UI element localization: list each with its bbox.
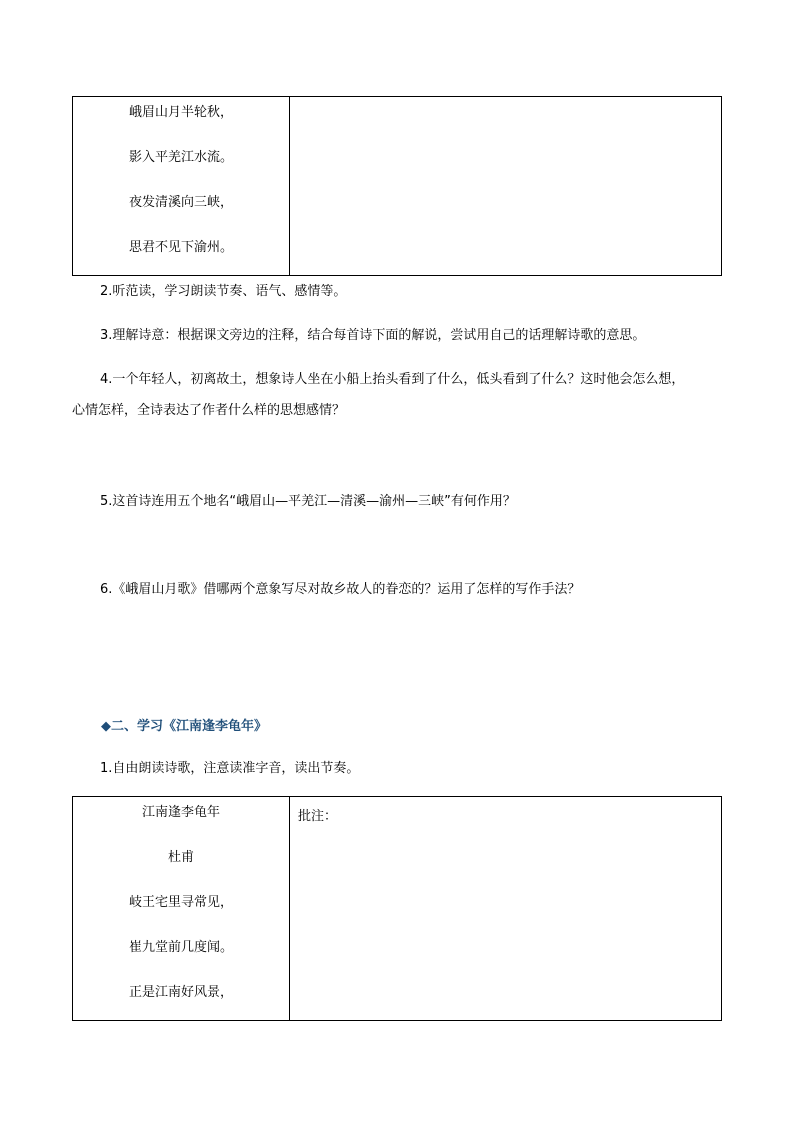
question-4-line-1: 4.一个年轻人，初离故土，想象诗人坐在小船上抬头看到了什么，低头看到了什么？这时他会怎么想， [100, 372, 685, 387]
poem-line: 崔九堂前几度闻。 [128, 940, 233, 955]
question-5: 5.这首诗连用五个地名“峨眉山—平羌江—清溪—渝州—三峡”有何作用？ [100, 494, 516, 509]
poem-line: 正是江南好风景， [128, 985, 233, 1000]
annotation-label: 批注： [298, 809, 338, 824]
poem-line: 思君不见下渝州。 [128, 240, 233, 255]
question-6: 6.《峨眉山月歌》借哪两个意象写尽对故乡故人的眷恋的？运用了怎样的写作手法？ [100, 582, 581, 597]
poem-line: 影入平羌江水流。 [128, 150, 233, 165]
question-2: 2.听范读，学习朗读节奏、语气、感情等。 [100, 284, 347, 299]
poem-text-cell [73, 797, 290, 1021]
poem-title: 江南逢李龟年 [141, 805, 220, 820]
question-3: 3.理解诗意：根据课文旁边的注释，结合每首诗下面的解说，尝试用自己的话理解诗歌的意思。 [100, 328, 646, 343]
section-heading [101, 715, 267, 734]
poem-author: 杜甫 [167, 850, 194, 865]
poem-table-1 [72, 96, 722, 276]
question-4-line-2: 心情怎样，全诗表达了作者什么样的思想感情？ [72, 403, 346, 418]
section2-question-1: 1.自由朗读诗歌，注意读准字音，读出节奏。 [100, 761, 360, 776]
poem-line: 岐王宅里寻常见， [128, 895, 233, 910]
annotation-cell[interactable] [290, 797, 722, 1021]
annotation-cell[interactable] [290, 97, 722, 276]
poem-line: 峨眉山月半轮秋， [128, 105, 233, 120]
poem-table-2 [72, 796, 722, 1021]
poem-text-cell [73, 97, 290, 276]
diamond-icon: ◆ [101, 719, 111, 734]
section-title: 二、学习《江南逢李龟年》 [111, 719, 268, 734]
poem-line: 夜发清溪向三峡， [128, 195, 233, 210]
